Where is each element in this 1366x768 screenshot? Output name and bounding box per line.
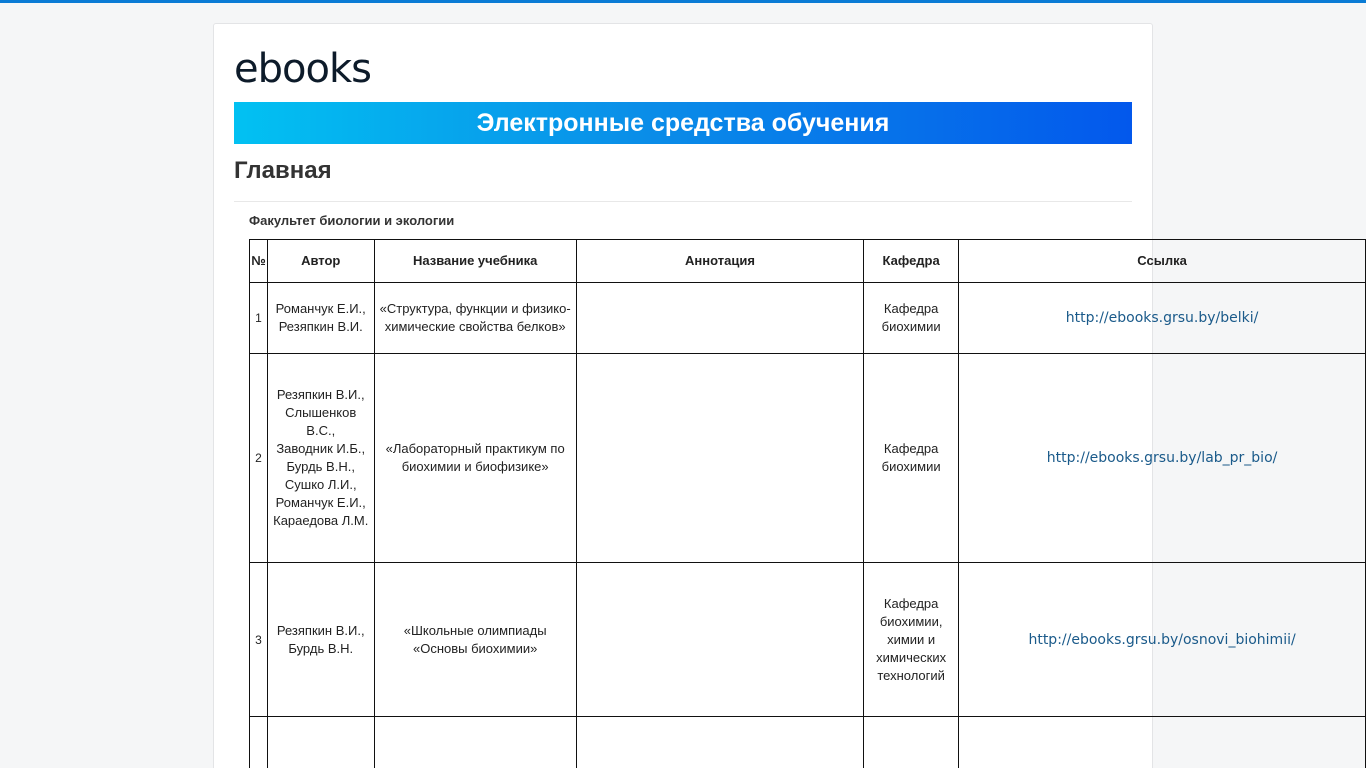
header-author: Автор (267, 240, 374, 283)
row-department: Кафедра биохимии, химии и химических технологий (864, 563, 959, 717)
banner-title: Электронные средства обучения (476, 108, 890, 137)
header-annotation: Аннотация (576, 240, 863, 283)
table-row (250, 563, 1366, 717)
row-annotation (576, 354, 863, 563)
author-line: Заводник И.Б., (276, 441, 366, 456)
row-annotation (576, 717, 863, 768)
header-book-title: Название учебника (374, 240, 576, 283)
section-banner (234, 102, 1132, 144)
row-number: 2 (250, 354, 268, 563)
row-book-title: «Лабораторный практикум по биохимии и биофизике» (374, 354, 576, 563)
row-link-cell (959, 717, 1366, 768)
author-line: Сушко Л.И., (284, 477, 357, 492)
header-link: Ссылка (959, 240, 1366, 283)
table-row (250, 354, 1366, 563)
row-book-title: «Школьные олимпиады «Основы биохимии» (374, 563, 576, 717)
site-title[interactable]: ebooks (234, 46, 371, 92)
heading-divider (234, 201, 1132, 202)
ebooks-table (249, 239, 1366, 768)
author-line: Бурдь В.Н., (286, 459, 355, 474)
author-line: Резяпкин В.И., (276, 387, 365, 402)
faculty-title: Факультет биологии и экологии (249, 213, 455, 228)
row-department: Кафедра биохимии (864, 354, 959, 563)
row-authors (267, 283, 374, 354)
author-line: Караедова Л.М. (273, 513, 369, 528)
table-row (250, 717, 1366, 768)
author-line: Бурдь В.Н. (288, 640, 354, 656)
author-line: Резяпкин В.И. (278, 319, 363, 334)
table-row (250, 283, 1366, 354)
table-header-row (250, 240, 1366, 283)
row-number: 1 (250, 283, 268, 354)
row-link-cell (959, 354, 1366, 563)
author-line: Романчук Е.И., (275, 301, 366, 316)
row-annotation (576, 283, 863, 354)
row-authors (267, 563, 374, 717)
page-title: Главная (234, 157, 332, 184)
row-link-cell (959, 283, 1366, 354)
row-authors (267, 717, 374, 768)
ebook-link[interactable]: http://ebooks.grsu.by/lab_pr_bio/ (1046, 450, 1278, 466)
top-accent-strip (0, 0, 1366, 3)
author-line: Резяпкин В.И., (276, 622, 365, 638)
header-department: Кафедра (864, 240, 959, 283)
row-link-cell (959, 563, 1366, 717)
row-number: 3 (250, 563, 268, 717)
ebook-link[interactable]: http://ebooks.grsu.by/osnovi_biohimii/ (1028, 631, 1296, 648)
row-department: Кафедра биохимии (864, 283, 959, 354)
author-line: Романчук Е.И., (275, 495, 366, 510)
author-line: Слышенков В.С., (285, 405, 357, 438)
ebook-link[interactable]: http://ebooks.grsu.by/belki/ (1065, 310, 1259, 326)
row-annotation (576, 563, 863, 717)
header-number: № (250, 240, 268, 283)
row-department (864, 717, 959, 768)
row-book-title (374, 717, 576, 768)
row-authors (267, 354, 374, 563)
row-book-title: «Структура, функции и физико-химические свойства белков» (374, 283, 576, 354)
row-number (250, 717, 268, 768)
